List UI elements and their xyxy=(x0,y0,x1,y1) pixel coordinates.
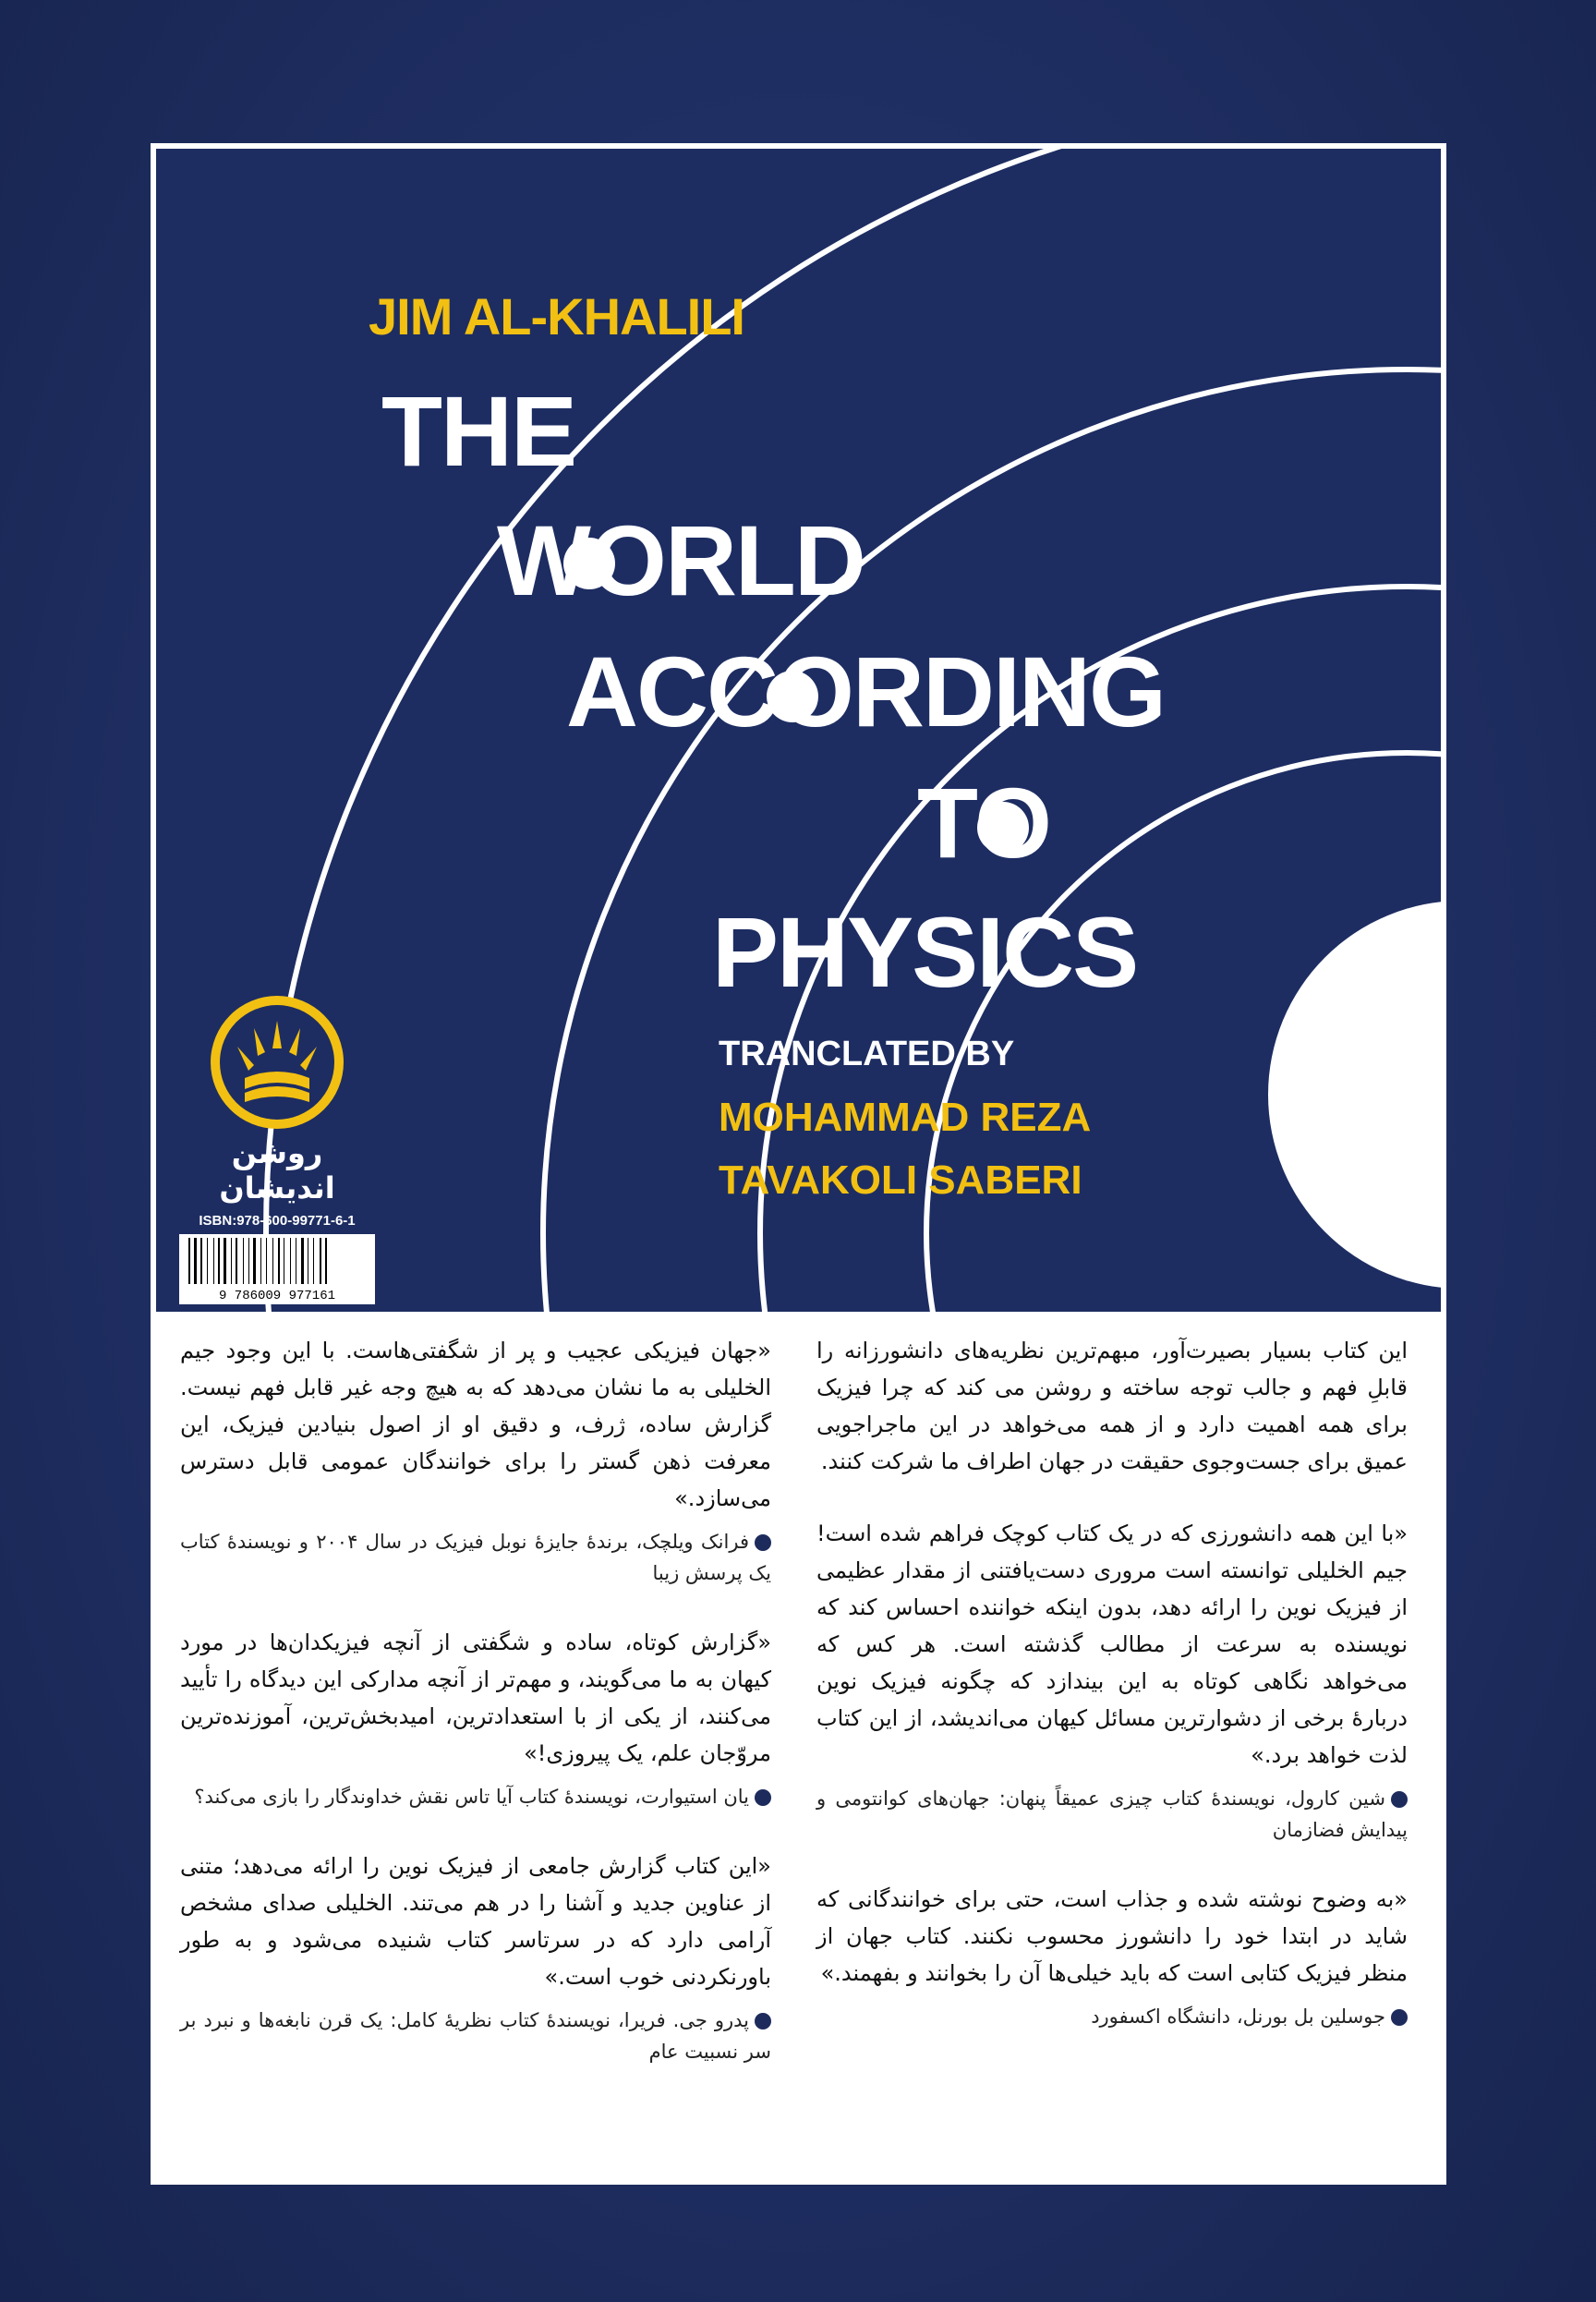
translator-name-line-1: MOHAMMAD REZA xyxy=(719,1095,1092,1140)
title-line-1: THE xyxy=(381,375,575,487)
quote-text: «این کتاب گزارش جامعی از فیزیک نوین را ارائه می‌دهد؛ متنی از عناوین جدید و آشنا را در هم می‌تند. الخلیلی صدای مشخص آرامی دارد که در سرتاسر کتاب شنیده می‌شود و به طور باورنکردنی خوب است.» xyxy=(180,1853,771,1990)
cover-panel xyxy=(151,143,1446,2185)
title-line-3: ACCORDING xyxy=(566,636,1165,747)
quote-source-text: شین کارول، نویسندهٔ کتاب چیزی عمیقاً پنهان: جهان‌های کوانتومی و پیدایش فضازمان xyxy=(816,1787,1408,1841)
quote-source-text: یان استیوارت، نویسندهٔ کتاب آیا تاس نقش خداوندگار را بازی می‌کند؟ xyxy=(194,1786,749,1808)
quote-text: «گزارش کوتاه، ساده و شگفتی از آنچه فیزیکدان‌ها در مورد کیهان به ما می‌گویند، و مهم‌تر از آنچه مدارکی این دیدگاه را تأیید می‌کنند، از یکی از با استعدادترین، امیدبخش‌ترین، آموزنده‌ترین مروّجان علم، یک پیروزی!» xyxy=(180,1630,771,1766)
quote-text: «با این همه دانشورزی که در یک کتاب کوچک فراهم شده است! جیم الخلیلی توانسته است مروری دست‌یافتنی از مقدار عظیمی از فیزیک نوین را ارائه دهد، بدون اینکه خواننده احساس کند که نویسنده به سرعت از مطالب گذشته است. هر کس که می‌خواهد نگاهی کوتاه به این بیندازد که چگونه فیزیک نوین دربارهٔ برخی از دشوارترین مسائل کیهان می‌اندیشد، از این کتاب لذت خواهد برد.» xyxy=(816,1521,1408,1768)
isbn-text: ISBN:978-600-99771-6-1 xyxy=(199,1213,356,1229)
quote-source-text: جوسلین بل بورنل، دانشگاه اکسفورد xyxy=(1091,2005,1385,2028)
title-line-5: PHYSICS xyxy=(712,896,1138,1008)
publisher-name: روشن اندیشان xyxy=(219,1135,335,1206)
quote-text: این کتاب بسیار بصیرت‌آور، مبهم‌ترین نظریه‌های دانشورزانه را قابلِ فهم و جالب توجه ساخته و روشن می کند که چرا فیزیک برای همه اهمیت دارد و از همه می‌خواهد در این ماجراجویی عمیق برای جست‌وجوی حقیقت در جهان اطراف ما شرکت کنند. xyxy=(816,1338,1408,1474)
quote-text: «جهان فیزیکی عجیب و پر از شگفتی‌هاست. با این وجود جیم الخلیلی به ما نشان می‌دهد که به هیچ وجه غیر قابل فهم نیست. گزارش ساده، ژرف، و دقیق او از اصول بنیادین فیزیک، این معرفت ذهن گستر را برای خوانندگان عمومی قابل دسترس می‌سازد.» xyxy=(180,1338,771,1511)
panel-frame xyxy=(151,143,1446,2185)
barcode-number: 9 786009 977161 xyxy=(218,1289,336,1303)
quote-source-text: فرانک ویلچک، برندهٔ جایزهٔ نوبل فیزیک در سال ۲۰۰۴ و نویسندهٔ کتاب یک پرسش زیبا xyxy=(180,1531,771,1584)
quote-text: «به وضوح نوشته شده و جذاب است، حتی برای خوانندگانی که شاید در ابتدا خود را دانشورز محسوب نکنند. کتاب جهان از منظر فیزیک کتابی است که باید خیلی‌ها آن را بخوانند و بفهمند.» xyxy=(816,1886,1408,1986)
quote-source-text: پدرو جی. فریرا، نویسندهٔ کتاب نظریهٔ کامل: یک قرن نابغه‌ها و نبرد بر سر نسبیت عام xyxy=(180,2009,771,2063)
author-name: JIM AL-KHALILI xyxy=(369,287,744,345)
translator-name-line-2: TAVAKOLI SABERI xyxy=(719,1157,1082,1203)
title-line-4: TO xyxy=(917,767,1051,878)
translated-by-label: TRANCLATED BY xyxy=(719,1035,1015,1073)
title-line-2: WORLD xyxy=(497,504,864,616)
